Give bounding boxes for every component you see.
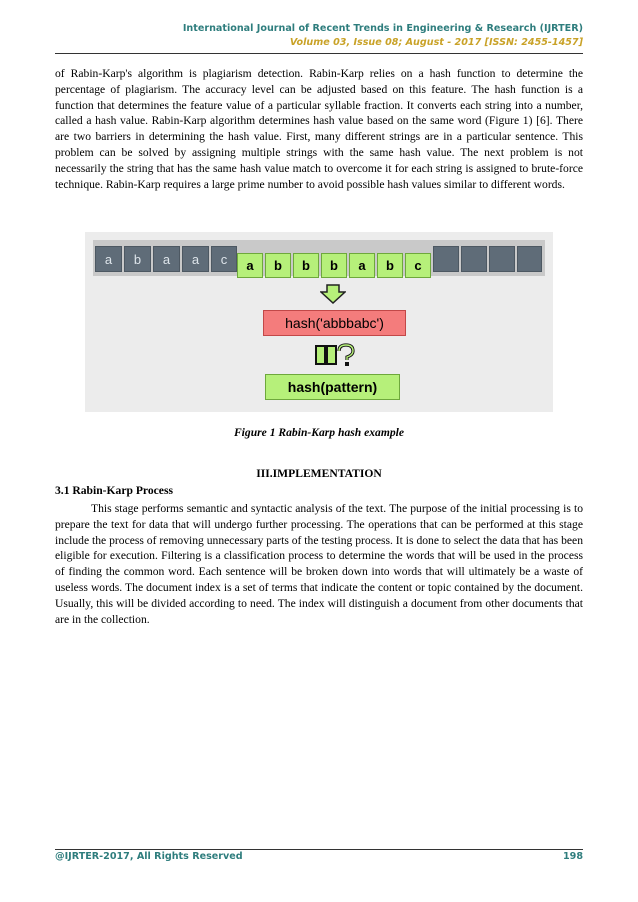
empty-char-cell xyxy=(433,246,459,272)
window-char-cell: b xyxy=(321,253,347,278)
footer-divider xyxy=(55,849,583,850)
journal-header xyxy=(183,22,583,50)
scanned-char-cell: b xyxy=(124,246,151,272)
equals-question-icon xyxy=(314,343,356,367)
window-hash-box: hash('abbbabc') xyxy=(263,310,406,336)
intro-paragraph: of Rabin-Karp's algorithm is plagiarism detection. Rabin-Karp relies on a hash function to determine the percentage of plagiarism. The accuracy level can be adjusted based on this feature. The hash function is a function that determines the feature value of a particular syllable fraction. It converts each string into a number, called a hash value. Rabin-Karp algorithm determines hash value based on the same word (Figure 1) [6]. There are two barriers in determining the hash value. First, many different strings are in a particular sentence. This problem can be solved by assigning multiple strings with the same hash value. The next problem is not necessarily the string that has the same hash value match to overcome it for each string is assigned to brute-force technique. Rabin-Karp requires a large prime number to avoid possible hash values similar to different words. xyxy=(55,67,583,191)
down-arrow-icon xyxy=(320,284,346,304)
pattern-hash-box: hash(pattern) xyxy=(265,374,400,400)
journal-title: International Journal of Recent Trends in Engineering & Research (IJRTER) xyxy=(182,23,583,34)
window-char-cell: b xyxy=(293,253,319,278)
empty-char-cell xyxy=(489,246,515,272)
window-char-cell: a xyxy=(237,253,263,278)
scanned-char-cell: a xyxy=(182,246,209,272)
process-paragraph: This stage performs semantic and syntactic analysis of the text. The purpose of the initial processing is to prepare the text for data that will undergo further processing. The operations that can be performed at this stage include the process of removing unnecessary parts of the testing process. It is done to select the data that has been eligible for execution. Filtering is a classification process to determine the words that will be used in the process of finding the common word. Each sentence will be broken down into words that will ultimately be a waste of useless words. The document index is a set of terms that indicate the content or topic contained by the document. Usually, this will be divided according to need. The index will distinguish a document from other documents that are in the collection. xyxy=(55,502,583,626)
scanned-char-cell: a xyxy=(153,246,180,272)
empty-char-cell xyxy=(517,246,542,272)
page-number: 198 xyxy=(562,851,583,862)
empty-char-cell xyxy=(461,246,487,272)
scanned-char-cell: a xyxy=(95,246,122,272)
figure-caption: Figure 1 Rabin-Karp hash example xyxy=(233,426,405,439)
journal-issue: Volume 03, Issue 08; August - 2017 [ISSN: 2455-1457] xyxy=(289,37,583,48)
window-char-cell: a xyxy=(349,253,375,278)
window-char-cell: b xyxy=(265,253,291,278)
window-char-cell: b xyxy=(377,253,403,278)
scanned-char-cell: c xyxy=(211,246,237,272)
subsection-title: 3.1 Rabin-Karp Process xyxy=(55,484,173,497)
header-divider xyxy=(55,53,583,54)
section-title: III.IMPLEMENTATION xyxy=(256,467,382,480)
window-char-cell: c xyxy=(405,253,431,278)
footer-copyright: @IJRTER-2017, All Rights Reserved xyxy=(55,851,243,862)
